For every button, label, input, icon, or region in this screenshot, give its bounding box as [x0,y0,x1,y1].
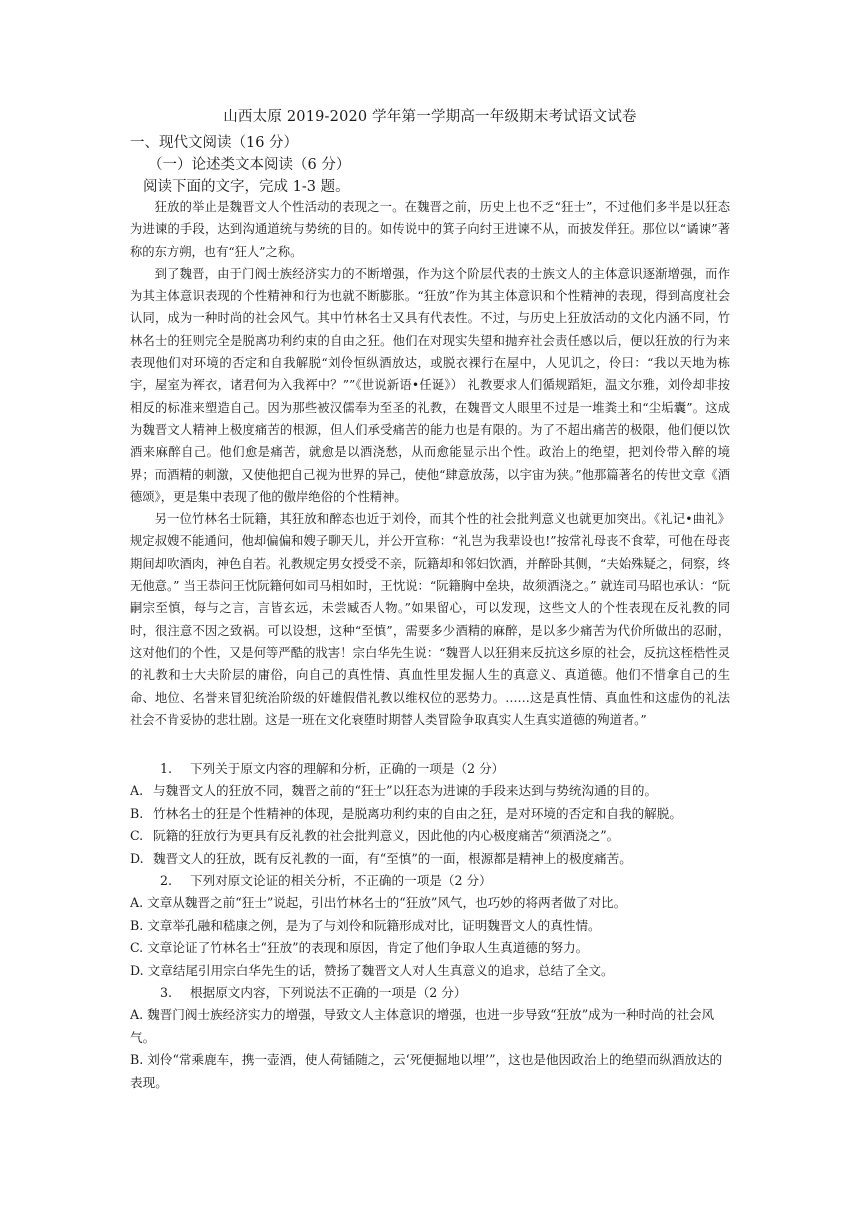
question-number: 1. [160,761,173,776]
question-3-option-a: A. 魏晋门阀士族经济实力的增强，导致文人主体意识的增强，也进一步导致“狂放”成为一种时尚的社会风气。 [130,1007,715,1045]
reading-instruction: 阅读下面的文字，完成 1-3 题。 [143,179,350,195]
question-2-option-a: A. 文章从魏晋之前“狂士”说起，引出竹林名士的“狂放”风气，也巧妙的将两者做了对比。 [130,895,627,911]
question-2-stem [130,870,730,892]
question-2-option-b: B. 文章举孔融和嵇康之例，是为了与刘伶和阮籍形成对比，证明魏晋文人的真性情。 [130,917,601,933]
question-2-option-c: C. 文章论证了竹林名士“狂放”的表现和原因，肯定了他们争取人生真道德的努力。 [130,940,589,956]
exam-title: 山西太原 2019-2020 学年第一学期高一年级期末考试语文试卷 [223,109,637,125]
question-1-stem [130,758,730,780]
passage-paragraph-2: 到了魏晋，由于门阀士族经济实力的不断增强，作为这个阶层代表的士族文人的主体意识逐渐增强，而作为其主体意识表现的个性精神和行为也就不断膨胀。“狂放”作为其主体意识和个性精神的表现，得到高度社会认同，成为一种时尚的社会风气。其中竹林名士又具有代表性。不过，与历史上狂放活动的文化内涵不同，竹林名士的狂则完全是脱离功利约束的自由之狂。他们在对现实失望和抛弃社会责任感以后，便以狂放的行为来表现他们对环境的否定和自我解脱“刘伶恒纵酒放达，或脱衣裸行在屋中，人见讥之，伶曰：“我以天地为栋宇，屋室为裈衣，诸君何为入我裈中？””《世说新语•任诞》） 礼教要求人们循规蹈矩，温文尔雅，刘伶却非按相反的标准来塑造自己。因为那些被汉儒奉为至圣的礼教，在魏晋文人眼里不过是一堆粪土和“尘垢囊”。这成为魏晋文人精神上极度痛苦的根源，但人们承受痛苦的能力也是有限的。为了不超出痛苦的极限，他们便以饮酒来麻醉自己。他们愈是痛苦，就愈是以酒浇愁，从而愈能显示出个性。政治上的绝望，把刘伶带入醉的境界；而酒精的刺激，又使他把自己视为世界的异己，使他“肆意放荡，以宇宙为狭。”他那篇著名的传世文章《酒德颂》，更是集中表现了他的傲岸绝俗的个性精神。 [130,266,730,504]
question-3-stem [130,982,730,1004]
question-number: 3. [160,985,173,1001]
question-1-option-b: B. 竹林名士的狂是个性精神的体现，是脱离功利约束的自由之狂，是对环境的否定和自我的解脱。 [130,805,682,821]
reading-passage [130,196,730,731]
question-3-option-b: B. 刘伶“常乘鹿车，携一壶酒，使人荷锸随之，云‘死便掘地以埋’”，这也是他因政治上的绝望而纵酒放达的表现。 [130,1052,723,1090]
subsection-heading: （一）论述类文本阅读（6 分） [148,157,351,173]
question-1-option-d: D. 魏晋文人的狂放，既有反礼教的一面，有“至慎”的一面，根源都是精神上的极度痛苦。 [130,850,632,866]
question-number: 2. [160,873,173,889]
question-1-option-a: A. 与魏晋文人的狂放不同，魏晋之前的“狂士”以狂态为进谏的手段来达到与势统沟通的目的。 [130,783,658,799]
passage-paragraph-1: 狂放的举止是魏晋文人个性活动的表现之一。在魏晋之前，历史上也不乏“狂士”，不过他们多半是以狂态为进谏的手段，达到沟通道统与势统的目的。如传说中的箕子向纣王进谏不从，而披发佯狂。那位以“谲谏”著称的东方朔，也有“狂人”之称。 [130,200,730,259]
question-text: 下列关于原文内容的理解和分析，正确的一项是（2 分） [190,761,505,776]
passage-paragraph-3: 另一位竹林名士阮籍，其狂放和醉态也近于刘伶，而其个性的社会批判意义也就更加突出。《礼记•曲礼》规定叔嫂不能通问，他却偏偏和嫂子聊天儿，并公开宣称：“礼岂为我辈设也!”按常礼母丧不食荤，可他在母丧期间却吹酒肉，神色自若。礼教规定男女授受不亲，阮籍却和邻妇饮酒，并醉卧其侧，“夫始殊疑之，伺察，终无他意。” 当王恭问王忱阮籍何如司马相如时，王忱说：“阮籍胸中垒块，故须酒浇之。” 就连司马昭也承认：“阮嗣宗至慎，每与之言，言皆玄远，未尝臧否人物。”如果留心，可以发现，这些文人的个性表现在反礼教的同时，很注意不因之致祸。可以设想，这种“至慎”，需要多少酒精的麻醉，是以多少痛苦为代价所做出的忍耐，这对他们的个性，又是何等严酷的戕害！宗白华先生说：“魏晋人以狂狷来反抗这乡原的社会，反抗这桎梏性灵的礼教和士大夫阶层的庸俗，向自己的真性情、真血性里发掘人生的真意义、真道德。他们不惜拿自己的生命、地位、名誉来冒犯统治阶级的奸雄假借礼教以维权位的恶势力。……这是真性情、真血性和这虚伪的礼法社会不肯妥协的悲壮剧。这是一班在文化衰堕时期替人类冒险争取真实人生真实道德的殉道者。” [130,512,730,727]
question-list [130,758,730,1094]
question-text: 根据原文内容，下列说法不正确的一项是（2 分） [190,985,467,1001]
section-heading: 一、现代文阅读（16 分） [130,135,299,151]
question-text: 下列对原文论证的相关分析，不正确的一项是（2 分） [190,873,492,889]
question-2-option-d: D. 文章结尾引用宗白华先生的话，赞扬了魏晋文人对人生真意义的追求，总结了全文。 [130,962,614,978]
question-1-option-c: C. 阮籍的狂放行为更具有反礼教的社会批判意义，因此他的内心极度痛苦“须酒浇之”。 [130,828,620,844]
